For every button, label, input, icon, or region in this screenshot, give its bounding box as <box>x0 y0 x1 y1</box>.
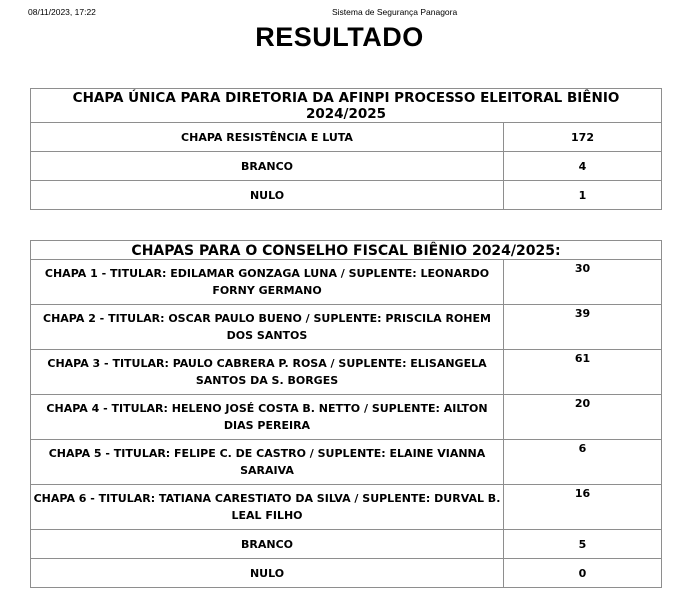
row-label: CHAPA 6 - TITULAR: TATIANA CARESTIATO DA SILVA / SUPLENTE: DURVAL B. LEAL FILHO <box>31 485 504 530</box>
row-value: 6 <box>504 440 662 485</box>
row-value: 0 <box>504 559 662 588</box>
table-row <box>31 181 662 210</box>
row-label: CHAPA RESISTÊNCIA E LUTA <box>31 123 504 152</box>
row-value: 172 <box>504 123 662 152</box>
row-label: BRANCO <box>31 530 504 559</box>
table-row <box>31 559 662 588</box>
table-heading-row <box>31 89 662 123</box>
table-row <box>31 440 662 485</box>
table-row <box>31 305 662 350</box>
conselho-results-table <box>30 240 662 588</box>
row-label: CHAPA 2 - TITULAR: OSCAR PAULO BUENO / SUPLENTE: PRISCILA ROHEM DOS SANTOS <box>31 305 504 350</box>
table-row <box>31 395 662 440</box>
print-datetime: 08/11/2023, 17:22 <box>28 7 96 17</box>
table-heading-row <box>31 241 662 260</box>
row-label: CHAPA 4 - TITULAR: HELENO JOSÉ COSTA B. NETTO / SUPLENTE: AILTON DIAS PEREIRA <box>31 395 504 440</box>
row-label: CHAPA 3 - TITULAR: PAULO CABRERA P. ROSA / SUPLENTE: ELISANGELA SANTOS DA S. BORGES <box>31 350 504 395</box>
row-label: BRANCO <box>31 152 504 181</box>
row-label: NULO <box>31 181 504 210</box>
row-value: 16 <box>504 485 662 530</box>
system-name: Sistema de Segurança Panagora <box>332 7 458 17</box>
row-label: CHAPA 1 - TITULAR: EDILAMAR GONZAGA LUNA / SUPLENTE: LEONARDO FORNY GERMANO <box>31 260 504 305</box>
table-row <box>31 530 662 559</box>
row-value: 4 <box>504 152 662 181</box>
page-title: RESULTADO <box>255 22 424 52</box>
table-row <box>31 485 662 530</box>
diretoria-results-table <box>30 88 662 210</box>
table-row <box>31 152 662 181</box>
row-value: 5 <box>504 530 662 559</box>
diretoria-heading: CHAPA ÚNICA PARA DIRETORIA DA AFINPI PROCESSO ELEITORAL BIÊNIO 2024/2025 <box>31 89 662 123</box>
row-label: NULO <box>31 559 504 588</box>
row-value: 61 <box>504 350 662 395</box>
row-value: 20 <box>504 395 662 440</box>
table-row <box>31 350 662 395</box>
row-value: 30 <box>504 260 662 305</box>
table-row <box>31 123 662 152</box>
row-label: CHAPA 5 - TITULAR: FELIPE C. DE CASTRO / SUPLENTE: ELAINE VIANNA SARAIVA <box>31 440 504 485</box>
table-row <box>31 260 662 305</box>
conselho-heading: CHAPAS PARA O CONSELHO FISCAL BIÊNIO 2024/2025: <box>31 241 662 260</box>
row-value: 1 <box>504 181 662 210</box>
row-value: 39 <box>504 305 662 350</box>
